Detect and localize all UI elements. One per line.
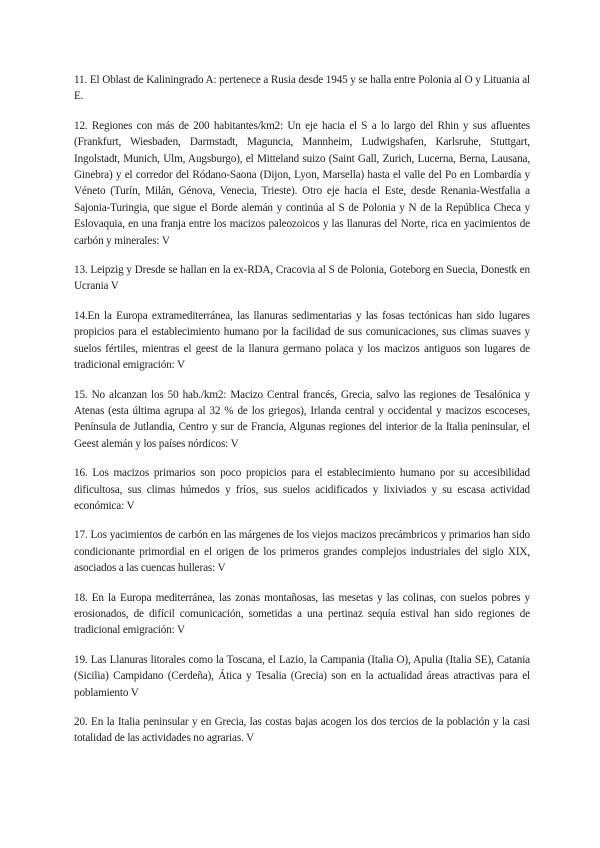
paragraph-item-15: 15. No alcanzan los 50 hab./km2: Macizo Central francés, Grecia, salvo las regiones de Tesalónica y Atenas (esta última agrupa al 32 % de los griegos), Irlanda central y occidental y macizos escoceses, Península de Jutlandia, Centro y sur de Francia, Algunas regiones del interior de la Italia peninsular, el Geest alemán y los países nórdicos: V — [74, 388, 530, 450]
paragraph-item-18: 18. En la Europa mediterránea, las zonas montañosas, las mesetas y las colinas, con suelos pobres y erosionados, de difícil comunicación, sometidas a una pertinaz sequía estival han sido regiones de tradicional emigración: V — [74, 591, 530, 637]
paragraph-item-13: 13. Leipzig y Dresde se hallan en la ex-RDA, Cracovia al S de Polonia, Goteborg en Suecia, Donestk en Ucrania V — [74, 264, 530, 293]
paragraph-item-14: 14.En la Europa extramediterránea, las llanuras sedimentarias y las fosas tectónicas han sido lugares propicios para el establecimiento humano por la facilidad de sus comunicaciones, sus climas suaves y suelos fértiles, mientras el geest de la llanura germano polaca y los macizos antiguos son lugares de tradicional emigración: V — [74, 309, 530, 372]
document-body — [74, 72, 530, 760]
paragraph-item-12: 12. Regiones con más de 200 habitantes/km2: Un eje hacia el S a lo largo del Rhin y sus afluentes (Frankfurt, Wiesbaden, Darmstadt, Maguncia, Mannheim, Ludwigshafen, Karlsruhe, Stuttgart, Ingolstadt, Munich, Ulm, Augsburgo), el Mitteland suizo (Saint Gall, Zurich, Lucerna, Berna, Lausana, Ginebra) y el corredor del Ródano-Saona (Dijon, Lyon, Marsella) hasta el valle del Po en Lombardía y Véneto (Turín, Milán, Génova, Venecia, Trieste). Otro eje hacia el Este, desde Renania-Westfalia a Sajonia-Turingia, que sigue el Borde alemán y continúa al S de Polonia y N de la República Checa y Eslovaquia, en una franja entre los macizos paleozoicos y las llanuras del Norte, rica en yacimientos de carbón y minerales: V — [74, 119, 530, 247]
paragraph-item-20: 20. En la Italia peninsular y en Grecia, las costas bajas acogen los dos tercios de la población y la casi totalidad de las actividades no agrarias. V — [74, 716, 530, 745]
paragraph-item-16: 16. Los macizos primarios son poco propicios para el establecimiento humano por su accesibilidad dificultosa, sus climas húmedos y fríos, sus suelos acidificados y lixiviados y su escasa actividad económica: V — [74, 467, 530, 512]
paragraph-item-19: 19. Las Llanuras litorales como la Toscana, el Lazio, la Campania (Italia O), Apulia (Italia SE), Catania (Sicilia) Campidano (Cerdeña), Ática y Tesalia (Grecia) son en la actualidad áreas atractivas para el poblamiento V — [74, 653, 530, 699]
paragraph-item-17: 17. Los yacimientos de carbón en las márgenes de los viejos macizos precámbricos y primarios han sido condicionante primordial en el origen de los primeros grandes complejos industriales del siglo XIX, asociados a las cuencas hulleras: V — [74, 529, 530, 575]
paragraph-item-11: 11. El Oblast de Kaliningrado A: pertenece a Rusia desde 1945 y se halla entre Polonia al O y Lituania al E. — [74, 74, 530, 103]
